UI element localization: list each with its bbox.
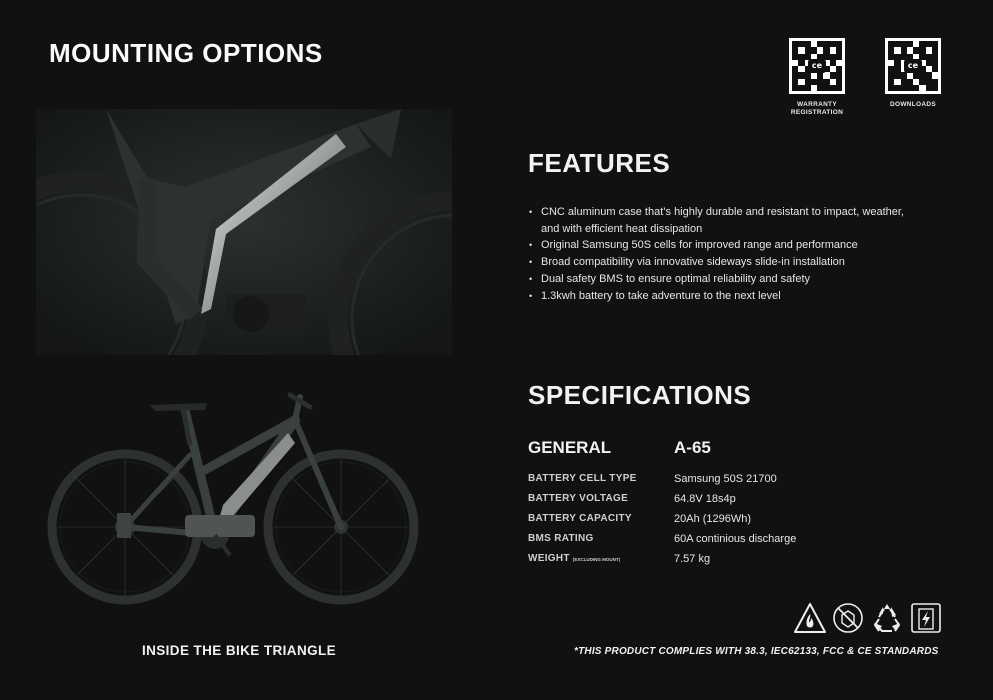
spec-value: 60A continious discharge — [674, 533, 797, 545]
brand-logo-icon: ce — [904, 59, 922, 73]
spec-value: Samsung 50S 21700 — [674, 473, 777, 485]
qr-label-downloads: DOWNLOADS — [889, 101, 937, 108]
downloads-qr-block[interactable] — [878, 38, 948, 109]
warranty-qr-code[interactable] — [789, 38, 845, 94]
feature-item: • 1.3kwh battery to take adventure to the next level — [528, 288, 908, 305]
spec-row — [528, 470, 908, 490]
features-list — [528, 204, 908, 304]
model-label: A-65 — [674, 438, 711, 457]
flammable-warning-icon — [793, 601, 827, 635]
no-disassembly-icon — [831, 601, 865, 635]
battery-disposal-icon — [909, 601, 943, 635]
spec-key: BMS RATING — [528, 533, 594, 544]
spec-table — [528, 470, 908, 570]
specifications-heading: SPECIFICATIONS — [528, 380, 752, 410]
spec-value: 64.8V 18s4p — [674, 493, 736, 505]
spec-row — [528, 510, 908, 530]
features-heading: FEATURES — [528, 148, 671, 178]
spec-row — [528, 490, 908, 510]
recycling-icon — [870, 601, 904, 635]
brand-logo-icon: ce — [808, 59, 826, 73]
spec-value: 7.57 kg — [674, 553, 711, 565]
spec-row — [528, 550, 908, 570]
spec-value: 20Ah (1296Wh) — [674, 513, 752, 525]
downloads-qr-code[interactable] — [885, 38, 941, 94]
spec-key: BATTERY VOLTAGE — [528, 493, 629, 504]
compliance-note: *THIS PRODUCT COMPLIES WITH 38.3, IEC62133, FCC & CE STANDARDS — [574, 646, 939, 657]
spec-row — [528, 530, 908, 550]
spec-note: (EXCLUDING MOUNT) — [572, 557, 621, 562]
feature-item: • Broad compatibility via innovative sideways slide-in installation — [528, 254, 908, 271]
warranty-qr-block[interactable] — [782, 38, 852, 117]
feature-item: • Dual safety BMS to ensure optimal reliability and safety — [528, 271, 908, 288]
feature-item: • CNC aluminum case that’s highly durable and resistant to impact, weather, and with efficient heat dissipation — [528, 204, 908, 237]
spec-key: BATTERY CELL TYPE — [528, 473, 637, 484]
page-title: MOUNTING OPTIONS — [49, 38, 323, 68]
mounting-caption: INSIDE THE BIKE TRIANGLE — [141, 643, 337, 658]
spec-key: BATTERY CAPACITY — [528, 513, 632, 524]
certification-icons — [793, 601, 943, 635]
qr-label-warranty: WARRANTY REGISTRATION — [790, 101, 844, 116]
battery-closeup-photo — [36, 109, 452, 355]
general-label: GENERAL — [528, 438, 612, 457]
feature-item: • Original Samsung 50S cells for improved range and performance — [528, 237, 908, 254]
bike-photo — [45, 385, 425, 625]
spec-key: WEIGHT (EXCLUDING MOUNT) — [528, 553, 621, 564]
